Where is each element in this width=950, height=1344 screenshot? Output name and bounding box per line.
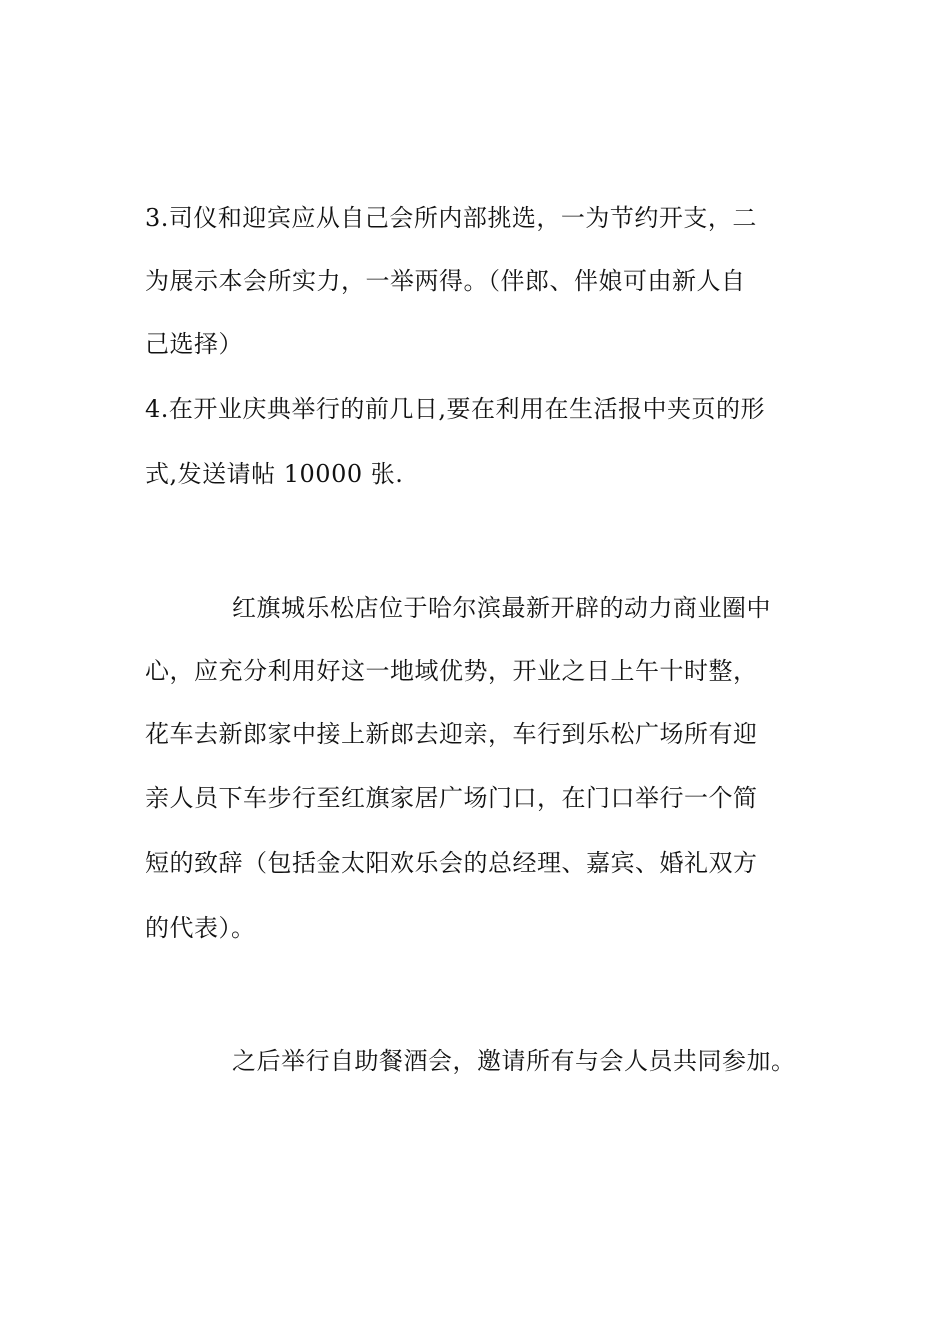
paragraph-1-line-5: 短的致辞（包括金太阳欢乐会的总经理、嘉宾、婚礼双方: [145, 849, 758, 877]
item-4-line-1: 4.在开业庆典举行的前几日,要在利用在生活报中夹页的形: [145, 395, 766, 423]
item-4-line-2: 式,发送请帖 10000 张.: [145, 460, 404, 488]
paragraph-1-line-1: 红旗城乐松店位于哈尔滨最新开辟的动力商业圈中: [232, 594, 771, 622]
paragraph-2-line-1: 之后举行自助餐酒会，邀请所有与会人员共同参加。: [232, 1047, 796, 1075]
item-3-line-2: 为展示本会所实力，一举两得。（伴郎、伴娘可由新人自: [145, 267, 746, 295]
paragraph-1-line-4: 亲人员下车步行至红旗家居广场门口，在门口举行一个简: [145, 784, 758, 812]
paragraph-1-line-3: 花车去新郎家中接上新郎去迎亲，车行到乐松广场所有迎: [145, 720, 758, 748]
item-3-line-3: 己选择）: [145, 330, 243, 358]
paragraph-1-line-6: 的代表）。: [145, 914, 256, 942]
paragraph-1-line-2: 心，应充分利用好这一地域优势，开业之日上午十时整，: [145, 657, 758, 685]
item-3-line-1: 3.司仪和迎宾应从自己会所内部挑选，一为节约开支，二: [145, 204, 757, 232]
